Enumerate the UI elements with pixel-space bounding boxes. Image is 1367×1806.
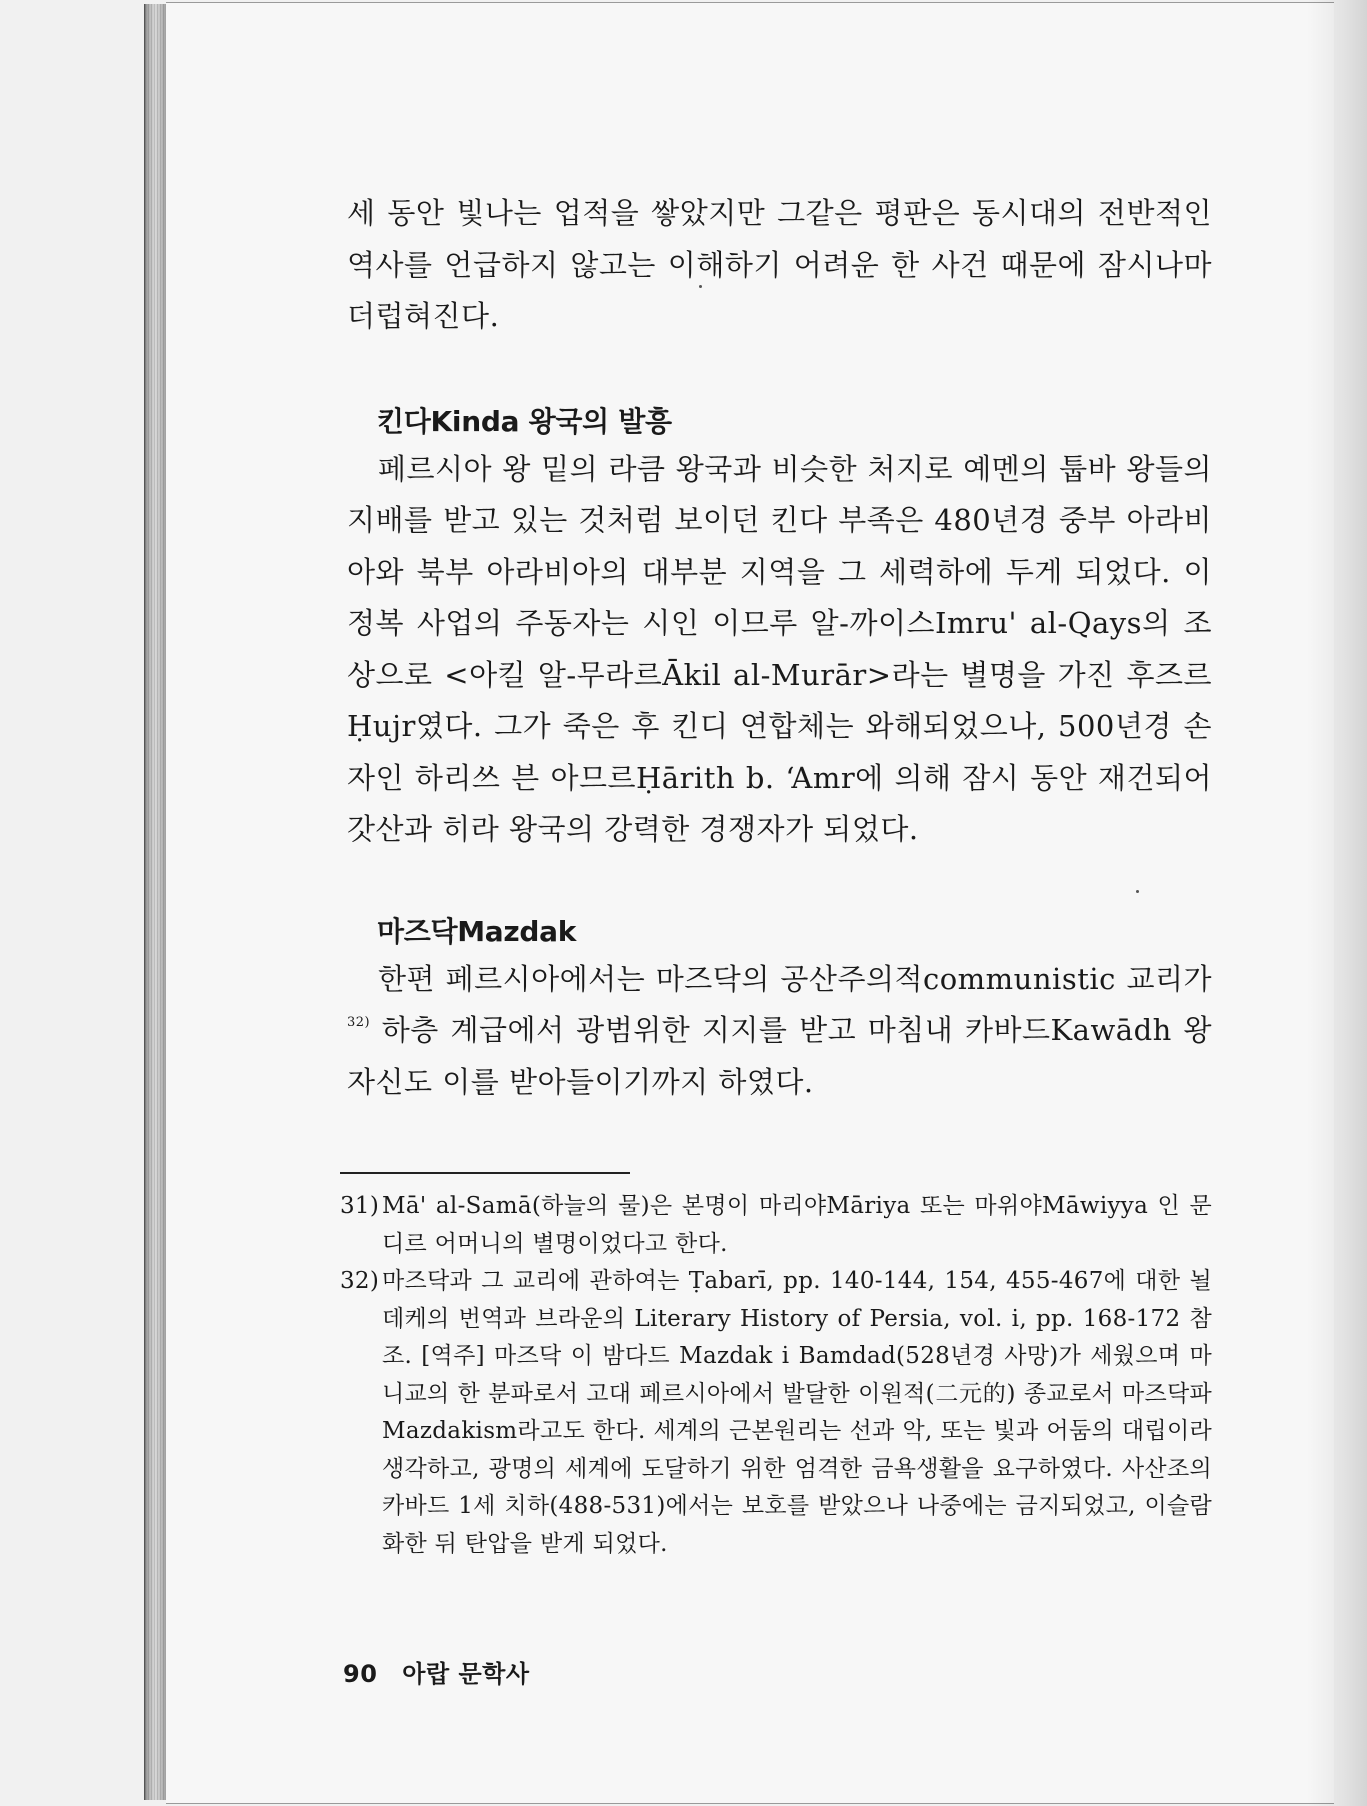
footnote-32 (340, 1263, 1212, 1563)
main-text (347, 188, 1212, 1108)
footnote-reference-32: 32) (347, 1015, 371, 1030)
footnotes (340, 1188, 1212, 1563)
section-heading-mazdak: 마즈닥Mazdak (377, 914, 577, 948)
intro-paragraph: 세 동안 빛나는 업적을 쌓았지만 그같은 평판은 동시대의 전반적인 역사를 언급하지 않고는 이해하기 어려운 한 사건 때문에 잠시나마 더럽혀진다. (347, 196, 1212, 333)
footnote-divider (340, 1172, 630, 1174)
paragraph-mazdak-end: 하층 계급에서 광범위한 지지를 받고 마침내 카바드Kawādh 왕 자신도 이를 받아들이기까지 하였다. (347, 1013, 1212, 1099)
running-title: 아랍 문학사 (402, 1660, 530, 1688)
page-shadow (1307, 0, 1367, 1806)
footnote-number: 32) (340, 1268, 380, 1294)
page-number: 90 (343, 1660, 378, 1688)
footnote-31 (340, 1188, 1212, 1263)
scan-speck (1136, 890, 1139, 893)
footnote-text: Mā' al-Samā(하늘의 물)은 본명이 마리야Māriya 또는 마위야Māwiyya 인 문디르 어머니의 별명이었다고 한다. (382, 1193, 1212, 1257)
body-text (347, 188, 1212, 1108)
footnote-text: 마즈닥과 그 교리에 관하여는 Ṭabarī, pp. 140-144, 154, 455-467에 대한 뇔데케의 번역과 브라운의 Literary History of Persia, vol. i, pp. 168-172 참조. [역주] 마즈닥 이 밤다드 Mazdak i Bamdad(528년경 사망)가 세웠으며 마니교의 한 분파로서 고대 페르시아에서 발달한 이원적(二元的) 종교로서 마즈닥파Mazdakism라고도 한다. 세계의 근본원리는 선과 악, 또는 빛과 어둠의 대립이라 생각하고, 광명의 세계에 도달하기 위한 엄격한 금욕생활을 요구하였다. 사산조의 카바드 1세 치하(488-531)에서는 보호를 받았으나 나중에는 금지되었고, 이슬람화한 뒤 탄압을 받게 되었다. (382, 1268, 1212, 1557)
footnote-number: 31) (340, 1193, 380, 1219)
paragraph-mazdak-start: 한편 페르시아에서는 마즈닥의 공산주의적communistic 교리가 (378, 961, 1212, 996)
paragraph-mazdak (347, 954, 1212, 1109)
paragraph-kinda: 페르시아 왕 밑의 라큼 왕국과 비슷한 처지로 예멘의 툽바 왕들의 지배를 받고 있는 것처럼 보이던 킨다 부족은 480년경 중부 아라비아와 북부 아라비아의 대부분 지역을 그 세력하에 두게 되었다. 이 정복 사업의 주동자는 시인 이므루 알-까이스Imru' al-Qays의 조상으로 <아킬 알-무라르Ākil al-Murār>라는 별명을 가진 후즈르Ḥujr였다. 그가 죽은 후 킨디 연합체는 와해되었으나, 500년경 손자인 하리쓰 븐 아므르Ḥārith b. ‘Amr에 의해 잠시 동안 재건되어 갓산과 히라 왕국의 강력한 경쟁자가 되었다. (347, 451, 1212, 846)
scan-speck (699, 285, 702, 288)
book-page-edge (144, 4, 167, 1800)
section-heading-kinda: 킨다Kinda 왕국의 발흥 (377, 404, 672, 438)
page-footer (343, 1654, 530, 1689)
